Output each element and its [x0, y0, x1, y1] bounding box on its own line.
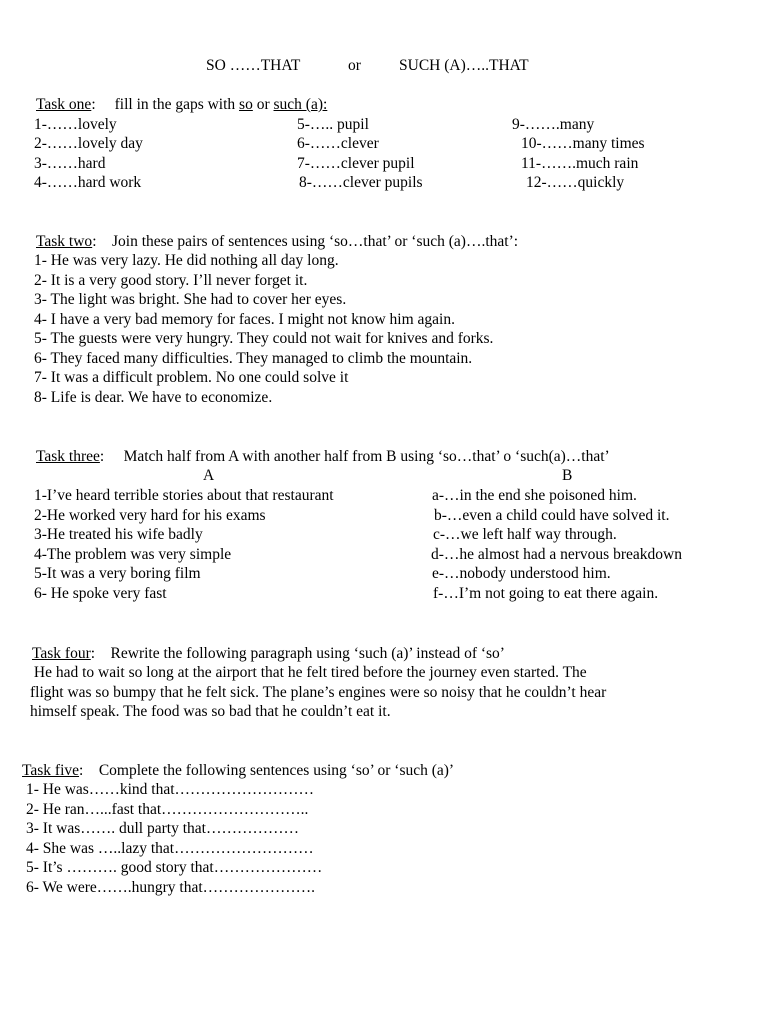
task-two-item: 2- It is a very good story. I’ll never forget it. — [34, 272, 308, 289]
task-two-item: 3- The light was bright. She had to cover her eyes. — [34, 291, 347, 308]
task-one-item: 1-……lovely — [34, 116, 117, 133]
task-one-item: 9-…….many — [512, 116, 595, 133]
task-five-heading — [22, 761, 454, 781]
task-one-item: 12-……quickly — [526, 174, 625, 191]
task-three-instruction: : Match half from A with another half from B using ‘so…that’ o ‘such(a)…that’ — [99, 448, 610, 465]
match-a-item: 5-It was a very boring film — [34, 565, 201, 582]
match-a-item: 2-He worked very hard for his exams — [34, 507, 266, 524]
match-a-item: 4-The problem was very simple — [34, 546, 232, 563]
task-one-item: 7-……clever pupil — [297, 155, 415, 172]
task-one-item: 8-……clever pupils — [299, 174, 423, 191]
match-a-item: 3-He treated his wife badly — [34, 526, 203, 543]
match-a-item: 6- He spoke very fast — [34, 585, 167, 602]
task-one-colon: : — [91, 96, 96, 113]
task-five-instruction: : Complete the following sentences using ‘so’ or ‘such (a)’ — [79, 762, 455, 779]
task-one-item: 4-……hard work — [34, 174, 142, 191]
match-b-item: c-…we left half way through. — [433, 526, 617, 543]
match-b-item: f-…I’m not going to eat there again. — [433, 585, 659, 602]
task-one-item: 11-…….much rain — [521, 155, 639, 172]
task-four-paragraph-line: himself speak. The food was so bad that he couldn’t eat it. — [30, 703, 391, 720]
task-two-item: 6- They faced many difficulties. They managed to climb the mountain. — [34, 350, 473, 367]
match-b-item: b-…even a child could have solved it. — [434, 507, 670, 524]
task-four-paragraph-line: He had to wait so long at the airport that he felt tired before the journey even started. The — [30, 664, 587, 681]
task-one-item: 5-….. pupil — [297, 116, 369, 133]
task-two-item: 5- The guests were very hungry. They could not wait for knives and forks. — [34, 330, 494, 347]
task-five-item: 3- It was……. dull party that……………… — [26, 820, 299, 837]
match-a-item: 1-I’ve heard terrible stories about that restaurant — [34, 487, 334, 504]
task-two-label: Task two — [36, 233, 93, 250]
task-five-label: Task five — [22, 762, 80, 779]
task-five-item: 4- She was …..lazy that……………………… — [26, 840, 314, 857]
column-b-heading: B — [562, 467, 573, 484]
match-b-item: e-…nobody understood him. — [432, 565, 611, 582]
task-one-or: or — [252, 96, 274, 113]
task-five-item: 2- He ran…...fast that……………………….. — [26, 801, 309, 818]
title-such-that: SUCH (A)…..THAT — [399, 57, 529, 74]
task-one-item: 6-……clever — [297, 135, 379, 152]
task-one-so: so — [239, 96, 253, 113]
task-one-instruction: fill in the gaps with — [114, 96, 240, 113]
task-two-instruction: : Join these pairs of sentences using ‘so…that’ or ‘such (a)….that’: — [92, 233, 519, 250]
task-one-label: Task one — [36, 96, 92, 113]
task-two-item: 8- Life is dear. We have to economize. — [34, 389, 273, 406]
task-five-item: 5- It’s ………. good story that………………… — [26, 859, 323, 876]
column-a-heading: A — [203, 467, 215, 484]
match-b-item: a-…in the end she poisoned him. — [432, 487, 637, 504]
task-two-item: 4- I have a very bad memory for faces. I might not know him again. — [34, 311, 455, 328]
task-five-item: 6- We were…….hungry that…………………. — [26, 879, 316, 896]
task-one-such: such (a): — [273, 96, 328, 113]
task-one-item: 2-……lovely day — [34, 135, 143, 152]
task-one-heading — [36, 95, 327, 115]
task-three-label: Task three — [36, 448, 100, 465]
task-two-item: 7- It was a difficult problem. No one could solve it — [34, 369, 349, 386]
task-two-item: 1- He was very lazy. He did nothing all day long. — [34, 252, 339, 269]
task-one-item: 3-……hard — [34, 155, 106, 172]
task-four-label: Task four — [32, 645, 91, 662]
task-four-paragraph-line: flight was so bumpy that he felt sick. The plane’s engines were so noisy that he couldn’t hear — [30, 684, 607, 701]
title-or: or — [348, 57, 361, 74]
task-four-instruction: : Rewrite the following paragraph using ‘such (a)’ instead of ‘so’ — [90, 645, 505, 662]
task-three-heading — [36, 447, 610, 467]
task-one-item: 10-……many times — [521, 135, 645, 152]
task-five-item: 1- He was……kind that……………………… — [26, 781, 315, 798]
task-four-heading — [32, 644, 505, 664]
task-two-heading — [36, 232, 518, 252]
match-b-item: d-…he almost had a nervous breakdown — [431, 546, 682, 563]
title-so-that: SO ……THAT — [206, 57, 301, 74]
